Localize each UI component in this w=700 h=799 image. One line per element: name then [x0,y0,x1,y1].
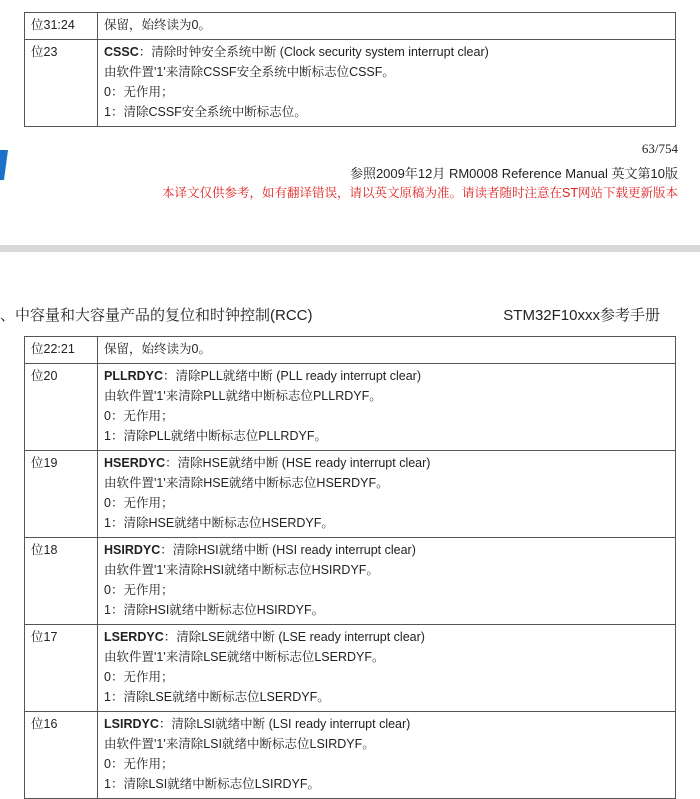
register-table-top [24,12,676,127]
field-name: PLLRDYC [104,369,164,383]
description-line: 由软件置'1'来清除HSI就绪中断标志位HSIRDYF。 [104,563,379,577]
field-title-text: ：清除LSE就绪中断 (LSE ready interrupt clear) [163,630,425,644]
description-line: 1：清除LSE就绪中断标志位LSERDYF。 [104,690,330,704]
description-cell [98,13,676,40]
table-row [25,625,676,712]
table-row [25,337,676,364]
description-cell [98,40,676,127]
bit-cell: 位16 [25,712,98,799]
field-title [104,42,669,62]
field-title [104,453,669,473]
field-name: HSERDYC [104,456,166,470]
field-title [104,366,669,386]
bit-cell: 位22:21 [25,337,98,364]
page-number: 63/754 [641,141,678,156]
field-title-text: ：清除LSI就绪中断 (LSI ready interrupt clear) [158,717,411,731]
bit-cell: 位17 [25,625,98,712]
description-line: 由软件置'1'来清除LSE就绪中断标志位LSERDYF。 [104,650,385,664]
field-name: HSIRDYC [104,543,161,557]
table-row [25,364,676,451]
description-line: 1：清除LSI就绪中断标志位LSIRDYF。 [104,777,321,791]
field-title [104,540,669,560]
field-name: LSIRDYC [104,717,159,731]
field-name: CSSC [104,45,139,59]
register-table-bottom [24,336,676,799]
description-line: 0：无作用； [104,85,174,99]
description-line: 0：无作用； [104,757,174,771]
description-line: 0：无作用； [104,409,174,423]
table-row [25,538,676,625]
table-row [25,40,676,127]
description-line: 由软件置'1'来清除CSSF安全系统中断标志位CSSF。 [104,65,395,79]
manual-title: STM32F10xxx参考手册 [503,307,660,324]
description-line: 1：清除PLL就绪中断标志位PLLRDYF。 [104,429,327,443]
table-row [25,13,676,40]
description-line: 保留，始终读为0。 [104,18,211,32]
description-cell [98,538,676,625]
top-page [0,0,700,245]
description-line: 0：无作用； [104,496,174,510]
reference-line: 参照2009年12月 RM0008 Reference Manual 英文第10版 [349,166,678,181]
field-title-text: ：清除时钟安全系统中断 (Clock security system interrupt clear) [138,45,489,59]
table-row [25,451,676,538]
description-cell [98,451,676,538]
bit-cell: 位18 [25,538,98,625]
section-header: 、中容量和大容量产品的复位和时钟控制(RCC) [0,307,313,324]
bit-cell: 位31:24 [25,13,98,40]
table-row [25,712,676,799]
description-line: 由软件置'1'来清除HSE就绪中断标志位HSERDYF。 [104,476,389,490]
description-line: 1：清除HSI就绪中断标志位HSIRDYF。 [104,603,325,617]
field-title-text: ：清除PLL就绪中断 (PLL ready interrupt clear) [163,369,421,383]
bit-cell: 位19 [25,451,98,538]
description-line: 保留，始终读为0。 [104,342,211,356]
description-line: 由软件置'1'来清除LSI就绪中断标志位LSIRDYF。 [104,737,375,751]
description-cell [98,625,676,712]
st-logo-icon [0,150,8,180]
description-line: 0：无作用； [104,670,174,684]
description-line: 0：无作用； [104,583,174,597]
field-title [104,714,669,734]
field-title [104,627,669,647]
description-cell [98,364,676,451]
description-cell [98,337,676,364]
bit-cell: 位23 [25,40,98,127]
description-line: 由软件置'1'来清除PLL就绪中断标志位PLLRDYF。 [104,389,382,403]
description-line: 1：清除CSSF安全系统中断标志位。 [104,105,307,119]
description-line: 1：清除HSE就绪中断标志位HSERDYF。 [104,516,334,530]
page-separator [0,245,700,252]
field-title-text: ：清除HSI就绪中断 (HSI ready interrupt clear) [160,543,416,557]
bit-cell: 位20 [25,364,98,451]
bottom-page [0,252,700,791]
description-cell [98,712,676,799]
field-title-text: ：清除HSE就绪中断 (HSE ready interrupt clear) [165,456,431,470]
field-name: LSERDYC [104,630,164,644]
disclaimer-text: 本译文仅供参考，如有翻译错误，请以英文原稿为准。请读者随时注意在ST网站下载更新版本 [162,186,678,200]
